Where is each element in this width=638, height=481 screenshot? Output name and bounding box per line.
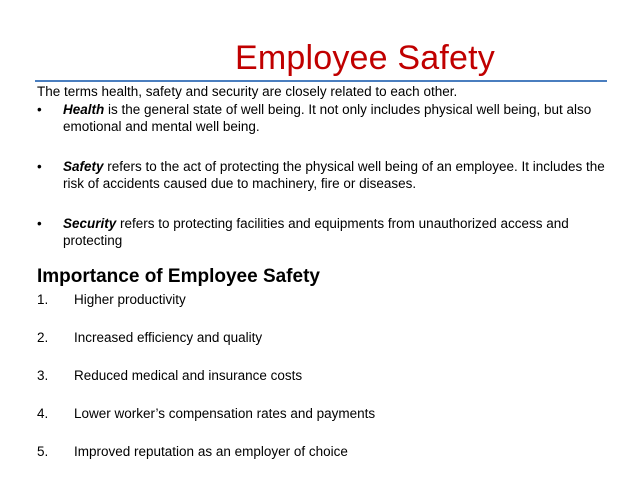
- title-underline: [35, 80, 607, 82]
- bullet-term: Safety: [63, 159, 104, 174]
- bullet-safety: [37, 158, 617, 192]
- item-text: Increased efficiency and quality: [74, 330, 263, 345]
- item-text: Higher productivity: [74, 292, 186, 307]
- bullet-text: refers to protecting facilities and equipments from unauthorized access and protecting: [63, 216, 569, 248]
- item-number: 4.: [37, 406, 49, 421]
- bullet-term: Health: [63, 102, 105, 117]
- list-item: [37, 405, 375, 422]
- bullet-security: [37, 215, 617, 249]
- item-number: 5.: [37, 444, 49, 459]
- item-text: Lower worker’s compensation rates and payments: [74, 406, 376, 421]
- bullet-health: [37, 101, 617, 135]
- slide-title: Employee Safety: [234, 39, 496, 77]
- item-text: Improved reputation as an employer of choice: [74, 444, 348, 459]
- bullet-dot: •: [37, 159, 42, 174]
- list-item: [37, 367, 375, 384]
- bullet-term: Security: [63, 216, 117, 231]
- list-item: [37, 291, 375, 308]
- definition-list: [37, 101, 617, 272]
- bullet-text: refers to the act of protecting the physical well being of an employee. It includes the risk of accidents caused due to machinery, fire or diseases.: [63, 159, 605, 191]
- intro-text: The terms health, safety and security are closely related to each other.: [37, 84, 458, 99]
- item-number: 1.: [37, 292, 49, 307]
- item-text: Reduced medical and insurance costs: [74, 368, 303, 383]
- bullet-dot: •: [37, 216, 42, 231]
- item-number: 2.: [37, 330, 49, 345]
- importance-list: [37, 291, 375, 481]
- bullet-text: is the general state of well being. It not only includes physical well being, but also emotional and mental well being.: [63, 102, 592, 134]
- list-item: [37, 329, 375, 346]
- bullet-dot: •: [37, 102, 42, 117]
- item-number: 3.: [37, 368, 49, 383]
- section-heading: Importance of Employee Safety: [37, 266, 320, 287]
- list-item: [37, 443, 375, 460]
